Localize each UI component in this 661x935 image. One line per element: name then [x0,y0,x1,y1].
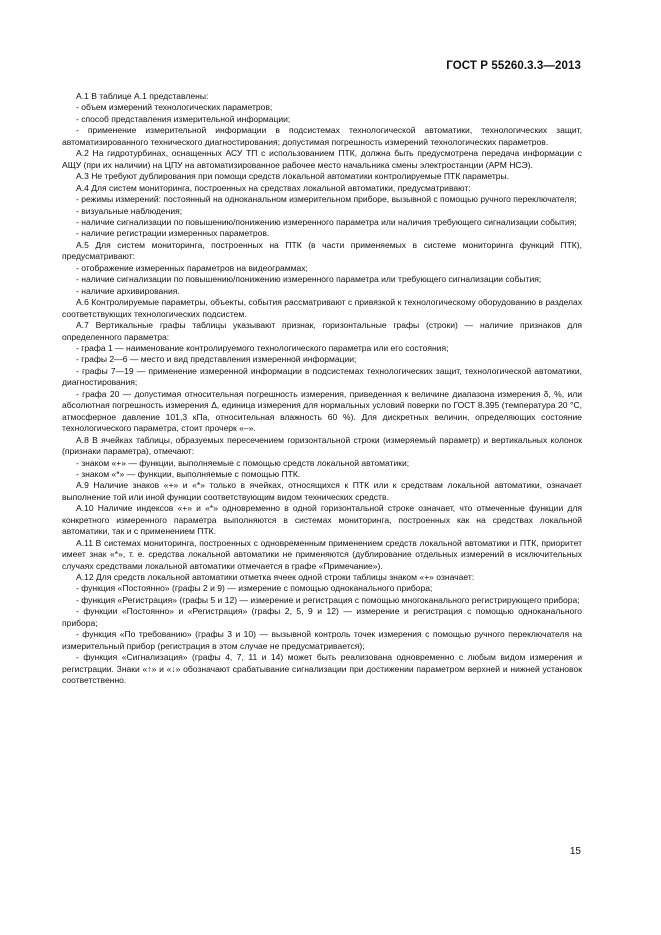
paragraph: - режимы измерений: постоянный на одноканальном измерительном приборе, вызывной с помощью ручного переключателя; [76,194,577,205]
page-number: 15 [569,846,581,857]
paragraph: А.9 Наличие знаков «+» и «*» только в ячейках, относящихся к ПТК или к средствам локальной автоматики, означает выполнение той или иной функции соответствующим видом технических средств. [62,480,582,502]
paragraph: - графы 2—6 — место и вид представления измеренной информации; [76,354,357,365]
paragraph: - визуальные наблюдения; [76,205,183,216]
paragraph: - знаком «+» — функции, выполняемые с помощью средств локальной автоматики; [76,457,410,468]
paragraph: - функция «По требованию» (графы 3 и 10) — вызывной контроль точек измерения с помощью ручного переключателя на измерительный прибор (регистрация в этом случае не предусматривается); [62,629,582,651]
paragraph: А.10 Наличие индексов «+» и «*» одновременно в одной горизонтальной строке означает, что отмеченные функции для конкретного измеренного параметра выполняются в системах мониторинга, построенных как на средствах локальной автоматики, так и с применением ПТК. [62,503,582,537]
paragraph: А.3 Не требуют дублирования при помощи средств локальной автоматики контролируемые ПТК параметры. [76,171,510,182]
paragraph: - функция «Сигнализация» (графы 4, 7, 11 и 14) может быть реализована одновременно с любым видом измерения и регистрации. Знаки «↑» и «↓» обозначают срабатывание сигнализации при достижении параметром верхней и нижней установок соответственно. [62,652,582,686]
paragraph: А.5 Для систем мониторинга, построенных на ПТК (в части применяемых в системе мониторинга функций ПТК), предусматривают: [62,239,582,262]
paragraph: - функции «Постоянно» и «Регистрация» (графы 2, 5, 9 и 12) — измерение и регистрация с помощью одноканального прибора; [62,606,582,628]
paragraph: А.6 Контролируемые параметры, объекты, события рассматривают с привязкой к технологическому оборудованию в разделах соответствующих технологических подсистем. [62,297,582,319]
paragraph: - применение измерительной информации в подсистемах технологической автоматики, технологических защит, автоматизированного технического диагностирования; допустимая погрешность измерений технологических параметров. [62,125,582,147]
paragraph: - графа 1 — наименование контролируемого технологического параметра или его состояния; [76,342,449,353]
document-header: ГОСТ Р 55260.3.3—2013 [446,60,581,72]
paragraph: - графы 7—19 — применение измеренной информации в подсистемах технологических защит, технологической автоматики, диагностирования; [62,365,582,388]
document-body [62,91,582,687]
paragraph: - объем измерений технологических параметров; [76,102,273,113]
paragraph: А.7 Вертикальные графы таблицы указывают признак, горизонтальные графы (строки) — наличие признаков для определенного параметра: [62,320,582,342]
paragraph: - наличие регистрации измеренных параметров. [76,228,270,239]
paragraph: - наличие сигнализации по повышению/понижению измеренного параметра или наличия требующего сигнализации события; [76,216,577,227]
paragraph: - наличие архивирования. [76,285,180,296]
paragraph: А.11 В системах мониторинга, построенных с одновременным применением средств локальной автоматики и ПТК, приоритет имеет знак «*», т. е. средства локальной автоматики не применяются (дублирование отдельных измерений в исключительных случаях средствами локальной автоматики отмечается в графе «Примечание»). [62,537,582,571]
paragraph: - функция «Регистрация» (графы 5 и 12) — измерение и регистрация с помощью многоканального регистрирующего прибора; [76,594,580,605]
paragraph: А.12 Для средств локальной автоматики отметка ячеек одной строки таблицы знаком «+» означает: [76,572,475,583]
paragraph: - графа 20 — допустимая относительная погрешность измерения, приведенная к величине диапазона измерения δ, %, или абсолютная погрешность измерения Δ, единица измерения для нормальных условий поверки по ГОСТ 8.395 (температура 20 °С, атмосферное давление 101,3 кПа, относительная влажность 60 %). Для дискретных величин, определяющих состояние технологического параметра, стоит прочерк «–». [62,388,582,434]
paragraph: А.8 В ячейках таблицы, образуемых пересечением горизонтальной строки (измеряемый параметр) и вертикальных колонок (признаки параметра), отмечают: [62,434,582,457]
paragraph: - функция «Постоянно» (графы 2 и 9) — измерение с помощью одноканального прибора; [76,583,433,594]
paragraph: А.1 В таблице А.1 представлены: [76,91,209,101]
paragraph: - отображение измеренных параметров на видеограммах; [76,262,308,273]
paragraph: - способ представления измерительной информации; [76,113,291,124]
paragraph: - наличие сигнализации по повышению/понижению измеренного параметра или требующего сигнализации события; [76,274,542,285]
paragraph: - знаком «*» — функции, выполняемые с помощью ПТК. [76,468,301,479]
paragraph: А.2 На гидротурбинах, оснащенных АСУ ТП с использованием ПТК, должна быть предусмотрена передача информации с АЩУ (при их наличии) на ЦПУ на автоматизированное рабочее место начальника смены электростанции (АРМ НСЭ). [62,148,582,170]
paragraph: А.4 Для систем мониторинга, построенных на средствах локальной автоматики, предусматривают: [76,182,471,193]
